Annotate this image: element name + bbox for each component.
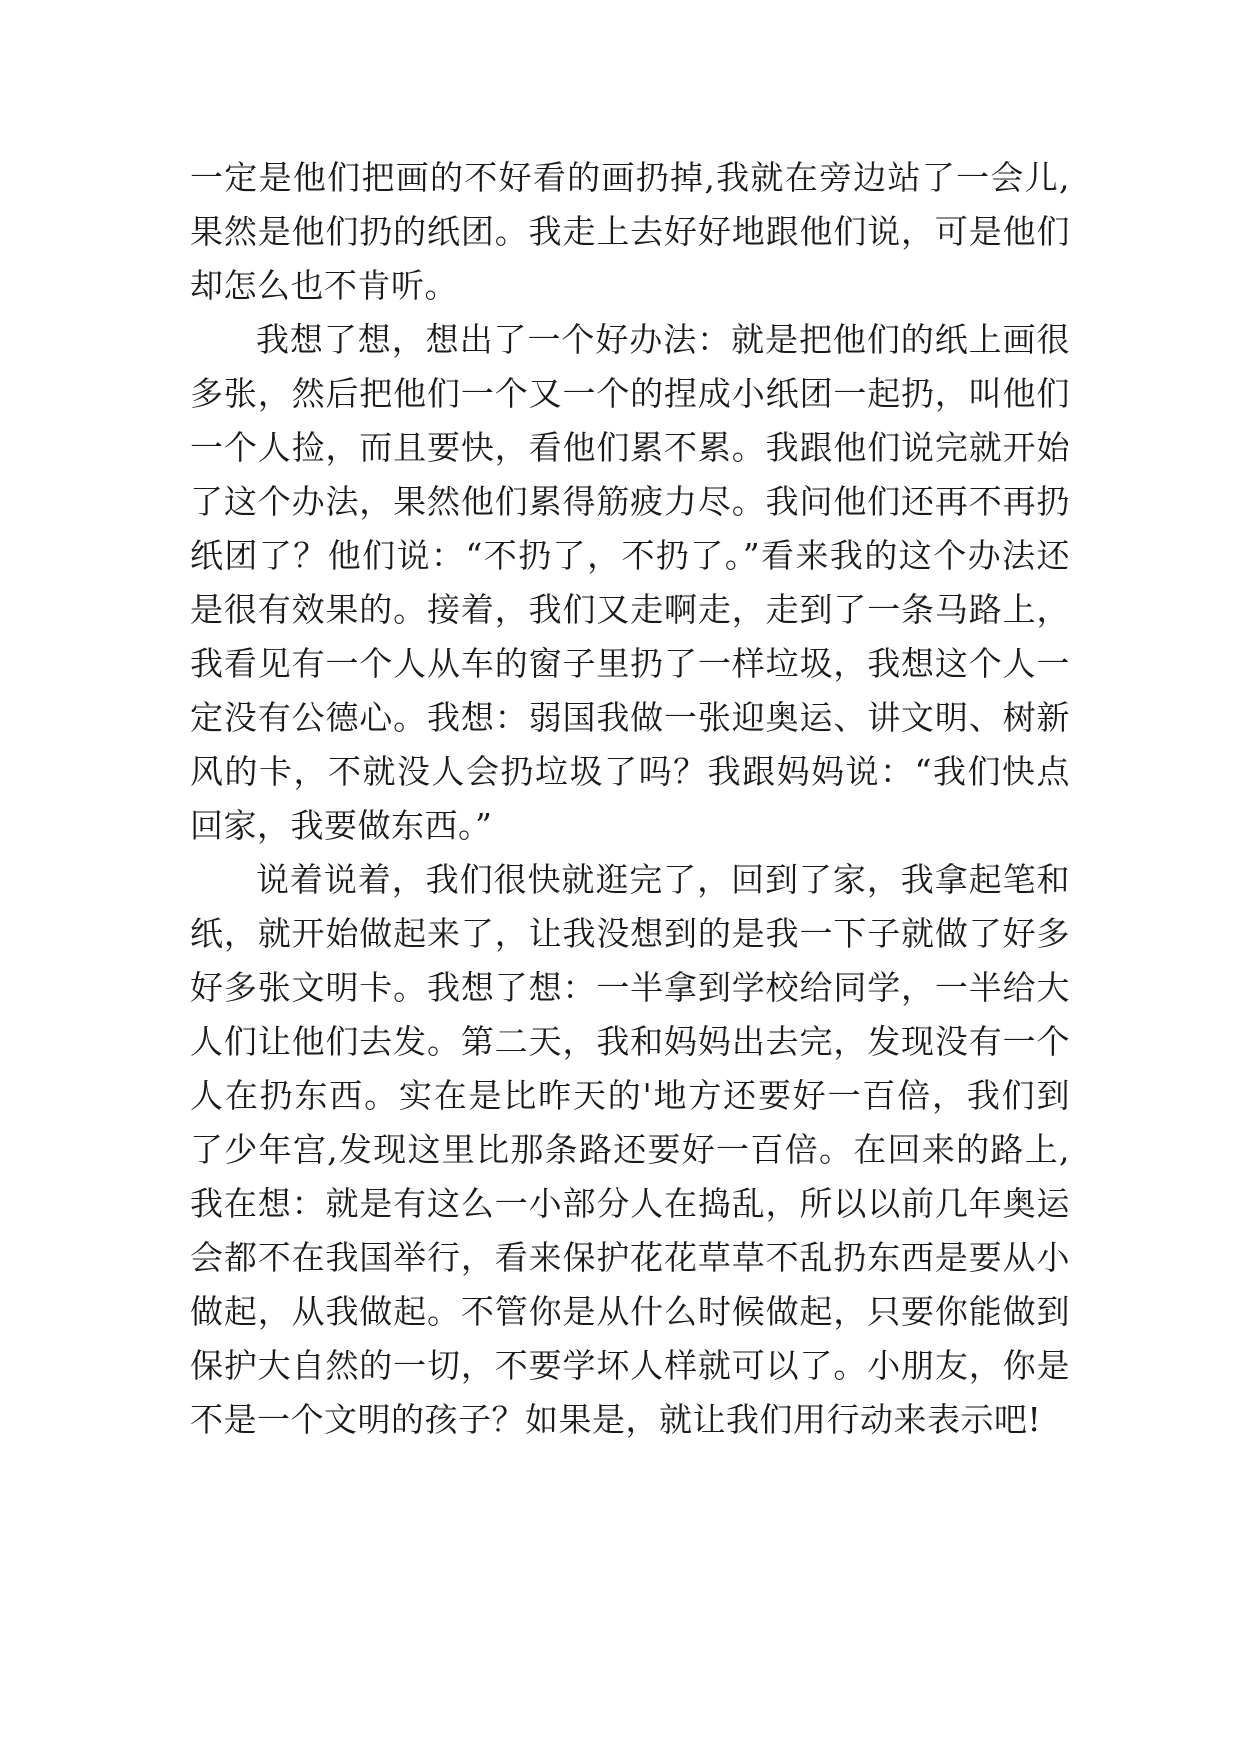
text-line: 定没有公德心。我想：弱国我做一张迎奥运、讲文明、树新 [190, 698, 1070, 737]
text-line: 人们让他们去发。第二天，我和妈妈出去完，发现没有一个 [190, 1022, 1070, 1061]
text-line: 风的卡，不就没人会扔垃圾了吗？我跟妈妈说：“我们快点 [190, 752, 1070, 791]
text-line: 做起，从我做起。不管你是从什么时候做起，只要你能做到 [190, 1292, 1070, 1331]
text-line: 回家，我要做东西。” [190, 806, 493, 845]
text-line: 果然是他们扔的纸团。我走上去好好地跟他们说，可是他们 [190, 212, 1070, 251]
text-line: 多张，然后把他们一个又一个的捏成小纸团一起扔，叫他们 [190, 374, 1070, 413]
text-line: 不是一个文明的孩子？如果是，就让我们用行动来表示吧! [190, 1400, 1042, 1439]
text-line: 好多张文明卡。我想了想：一半拿到学校给同学，一半给大 [190, 968, 1070, 1007]
text-line: 却怎么也不肯听。 [190, 266, 458, 305]
text-line: 了这个办法，果然他们累得筋疲力尽。我问他们还再不再扔 [190, 482, 1070, 521]
text-line: 一定是他们把画的不好看的画扔掉,我就在旁边站了一会儿, [190, 158, 1070, 197]
text-line: 我在想：就是有这么一小部分人在捣乱，所以以前几年奥运 [190, 1184, 1070, 1223]
text-line: 纸团了？他们说：“不扔了，不扔了。”看来我的这个办法还 [190, 536, 1070, 575]
text-line: 保护大自然的一切，不要学坏人样就可以了。小朋友，你是 [190, 1346, 1070, 1385]
text-line: 了少年宫,发现这里比那条路还要好一百倍。在回来的路上, [190, 1130, 1070, 1169]
text-line: 一个人捡，而且要快，看他们累不累。我跟他们说完就开始 [190, 428, 1070, 467]
text-line: 我看见有一个人从车的窗子里扔了一样垃圾，我想这个人一 [190, 644, 1070, 683]
text-line: 是很有效果的。接着，我们又走啊走，走到了一条马路上， [190, 590, 1070, 629]
paragraph-first-line: 我想了想，想出了一个好办法：就是把他们的纸上画很 [256, 320, 1070, 359]
paragraph-first-line: 说着说着，我们很快就逛完了，回到了家，我拿起笔和 [256, 860, 1070, 899]
text-line: 人在扔东西。实在是比昨天的'地方还要好一百倍，我们到 [190, 1076, 1070, 1115]
text-line: 纸，就开始做起来了，让我没想到的是我一下子就做了好多 [190, 914, 1070, 953]
text-line: 会都不在我国举行，看来保护花花草草不乱扔东西是要从小 [190, 1238, 1070, 1277]
